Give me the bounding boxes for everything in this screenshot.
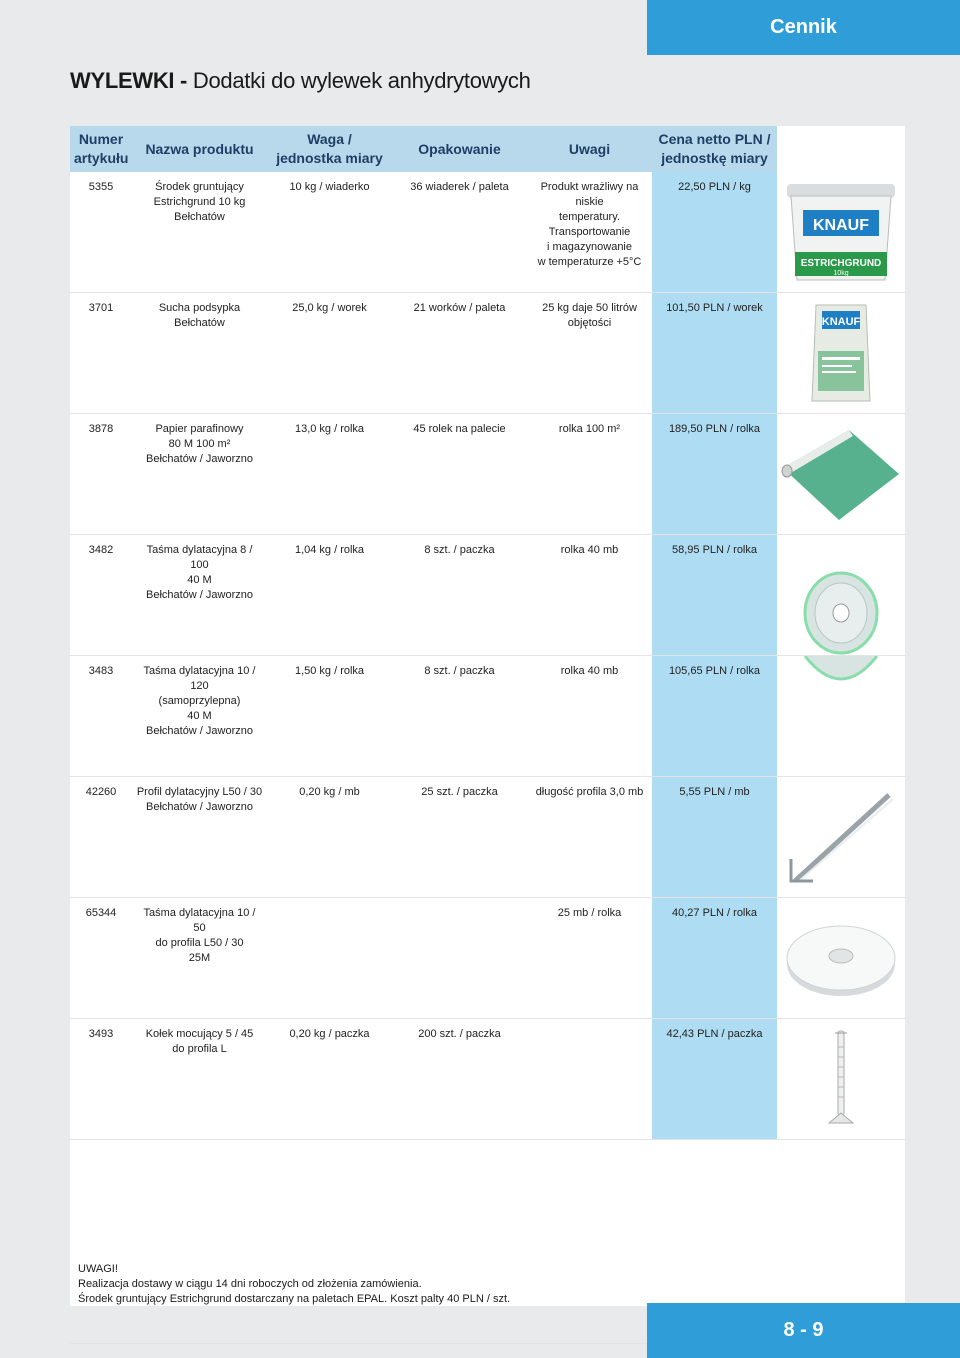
page-title-rest: Dodatki do wylewek anhydrytowych [187,68,531,93]
cell-notes: rolka 100 m² [527,414,652,535]
cell-name: Sucha podsypka Bełchatów [132,293,267,414]
cell-packaging: 36 wiaderek / paleta [392,172,527,293]
cell-number: 3493 [70,1019,132,1140]
tape-roll-image-lower [799,656,883,696]
paper-roll-image [779,424,903,524]
col-header-image [777,126,905,172]
cell-weight [267,898,392,1019]
cell-notes: rolka 40 mb [527,535,652,656]
cell-packaging: 21 worków / paleta [392,293,527,414]
bucket-brand-text: KNAUF [813,217,869,234]
cell-number: 3483 [70,656,132,777]
cell-price: 5,55 PLN / mb [652,777,777,898]
cell-notes [527,1019,652,1140]
cell-image [777,535,905,656]
cell-packaging: 8 szt. / paczka [392,535,527,656]
col-header-notes: Uwagi [527,126,652,172]
cell-notes: Produkt wrażliwy na niskie temperatury. Transportowanie i magazynowanie w temperaturze +5°C [527,172,652,293]
cell-notes: 25 kg daje 50 litrów objętości [527,293,652,414]
cell-name: Papier parafinowy 80 M 100 m² Bełchatów / Jaworzno [132,414,267,535]
cell-image [777,414,905,535]
bucket-weight-text: 10kg [833,270,849,277]
cell-weight: 0,20 kg / mb [267,777,392,898]
cell-notes: 25 mb / rolka [527,898,652,1019]
cell-price: 101,50 PLN / worek [652,293,777,414]
cell-number: 42260 [70,777,132,898]
cell-number: 3878 [70,414,132,535]
cell-number: 65344 [70,898,132,1019]
bag-image [806,301,876,405]
bag-brand-text: KNAUF [821,316,861,328]
cell-number: 3482 [70,535,132,656]
cell-weight: 0,20 kg / paczka [267,1019,392,1140]
table-header-row [70,126,905,172]
cell-packaging: 200 szt. / paczka [392,1019,527,1140]
col-header-price: Cena netto PLN / jednostkę miary [652,126,777,172]
cell-price: 105,65 PLN / rolka [652,656,777,777]
cell-weight: 13,0 kg / rolka [267,414,392,535]
table-row [70,656,905,777]
table-row [70,414,905,535]
cell-packaging: 25 szt. / paczka [392,777,527,898]
cell-weight: 10 kg / wiaderko [267,172,392,293]
cell-image [777,293,905,414]
table-row [70,898,905,1019]
col-header-name: Nazwa produktu [132,126,267,172]
price-table [70,126,905,1344]
cell-packaging [392,898,527,1019]
cell-number: 3701 [70,293,132,414]
cell-image [777,1019,905,1140]
cell-name: Taśma dylatacyjna 10 / 50 do profila L50 / 30 25M [132,898,267,1019]
col-header-number: Numer artykułu [70,126,132,172]
cell-price: 40,27 PLN / rolka [652,898,777,1019]
notes-heading: UWAGI! [78,1263,118,1275]
white-tape-image [783,916,899,1000]
table-row [70,172,905,293]
page-title [70,68,531,94]
cell-packaging: 8 szt. / paczka [392,656,527,777]
table-row [70,1019,905,1140]
dowel-image [821,1027,861,1131]
cell-name: Kołek mocujący 5 / 45 do profila L [132,1019,267,1140]
cell-weight: 1,50 kg / rolka [267,656,392,777]
table-row [70,777,905,898]
cell-name: Taśma dylatacyjna 8 / 100 40 M Bełchatów / Jaworzno [132,535,267,656]
cell-price: 22,50 PLN / kg [652,172,777,293]
cell-weight: 25,0 kg / worek [267,293,392,414]
cell-packaging: 45 rolek na palecie [392,414,527,535]
notes-block [78,1262,510,1307]
notes-line-1: Realizacja dostawy w ciągu 14 dni roboczych od złożenia zamówienia. [78,1278,422,1290]
bucket-product-text: ESTRICHGRUND [800,258,882,269]
cell-image [777,172,905,293]
page-title-bold: WYLEWKI - [70,68,188,93]
cell-price: 42,43 PLN / paczka [652,1019,777,1140]
cell-notes: długość profila 3,0 mb [527,777,652,898]
section-tab: Cennik [647,0,960,55]
cell-weight: 1,04 kg / rolka [267,535,392,656]
cell-name: Profil dylatacyjny L50 / 30 Bełchatów / Jaworzno [132,777,267,898]
cell-price: 189,50 PLN / rolka [652,414,777,535]
table-row [70,293,905,414]
notes-line-2: Środek gruntujący Estrichgrund dostarczany na paletach EPAL. Koszt palty 40 PLN / szt. [78,1293,511,1305]
col-header-packaging: Opakowanie [392,126,527,172]
cell-name: Taśma dylatacyjna 10 / 120 (samoprzylepna) 40 M Bełchatów / Jaworzno [132,656,267,777]
cell-price: 58,95 PLN / rolka [652,535,777,656]
cell-name: Środek gruntujący Estrichgrund 10 kg Bełchatów [132,172,267,293]
tape-roll-image [799,571,883,655]
profile-image [785,789,897,885]
cell-image [777,898,905,1019]
cell-image [777,656,905,777]
page-number: 8 - 9 [647,1303,960,1358]
cell-image [777,777,905,898]
cell-number: 5355 [70,172,132,293]
col-header-weight: Waga / jednostka miary [267,126,392,172]
table-row [70,535,905,656]
cell-notes: rolka 40 mb [527,656,652,777]
bucket-image [779,180,903,284]
